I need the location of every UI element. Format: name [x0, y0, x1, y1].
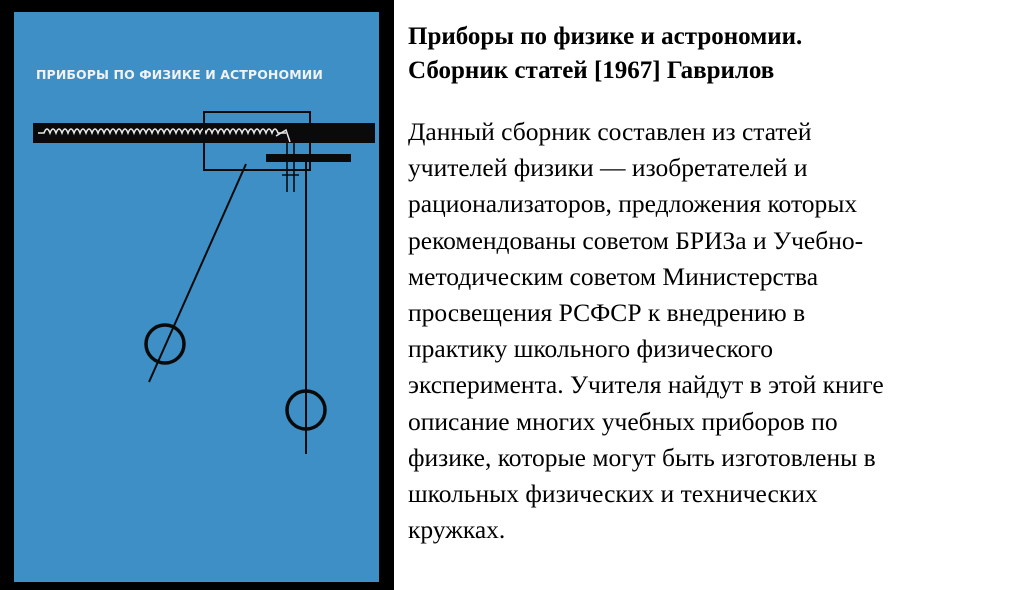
pendulum-string-left	[149, 164, 246, 382]
book-title	[408, 20, 1013, 88]
description-line: эксперимента. Учителя найдут в этой книге	[408, 370, 884, 400]
description-line: рационализаторов, предложения которых	[408, 189, 858, 219]
description-line: физике, которые могут быть изготовлены в	[408, 442, 876, 472]
book-title-line-1: Приборы по физике и астрономии.	[408, 23, 803, 50]
book-info	[408, 20, 1013, 548]
description-line: школьных физических и технических	[408, 479, 818, 509]
description-line: методическим советом Министерства	[408, 261, 819, 291]
book-title-line-2: Сборник статей [1967] Гаврилов	[408, 57, 775, 84]
description-line: кружках.	[408, 515, 506, 545]
description-line: рекомендованы советом БРИЗа и Учебно-	[408, 225, 864, 255]
pendulum-illustration	[14, 12, 379, 582]
book-description	[408, 114, 1013, 548]
book-cover	[0, 0, 394, 590]
description-line: Данный сборник составлен из статей	[408, 117, 812, 146]
cover-title: ПРИБОРЫ ПО ФИЗИКЕ И АСТРОНОМИИ	[36, 67, 323, 82]
cover-face	[14, 12, 379, 582]
description-line: учителей физики — изобретателей и	[408, 153, 808, 183]
lower-bar	[266, 154, 351, 162]
description-line: практику школьного физического	[408, 334, 773, 364]
description-line: описание многих учебных приборов по	[408, 406, 838, 436]
description-line: просвещения РСФСР к внедрению в	[408, 298, 806, 328]
